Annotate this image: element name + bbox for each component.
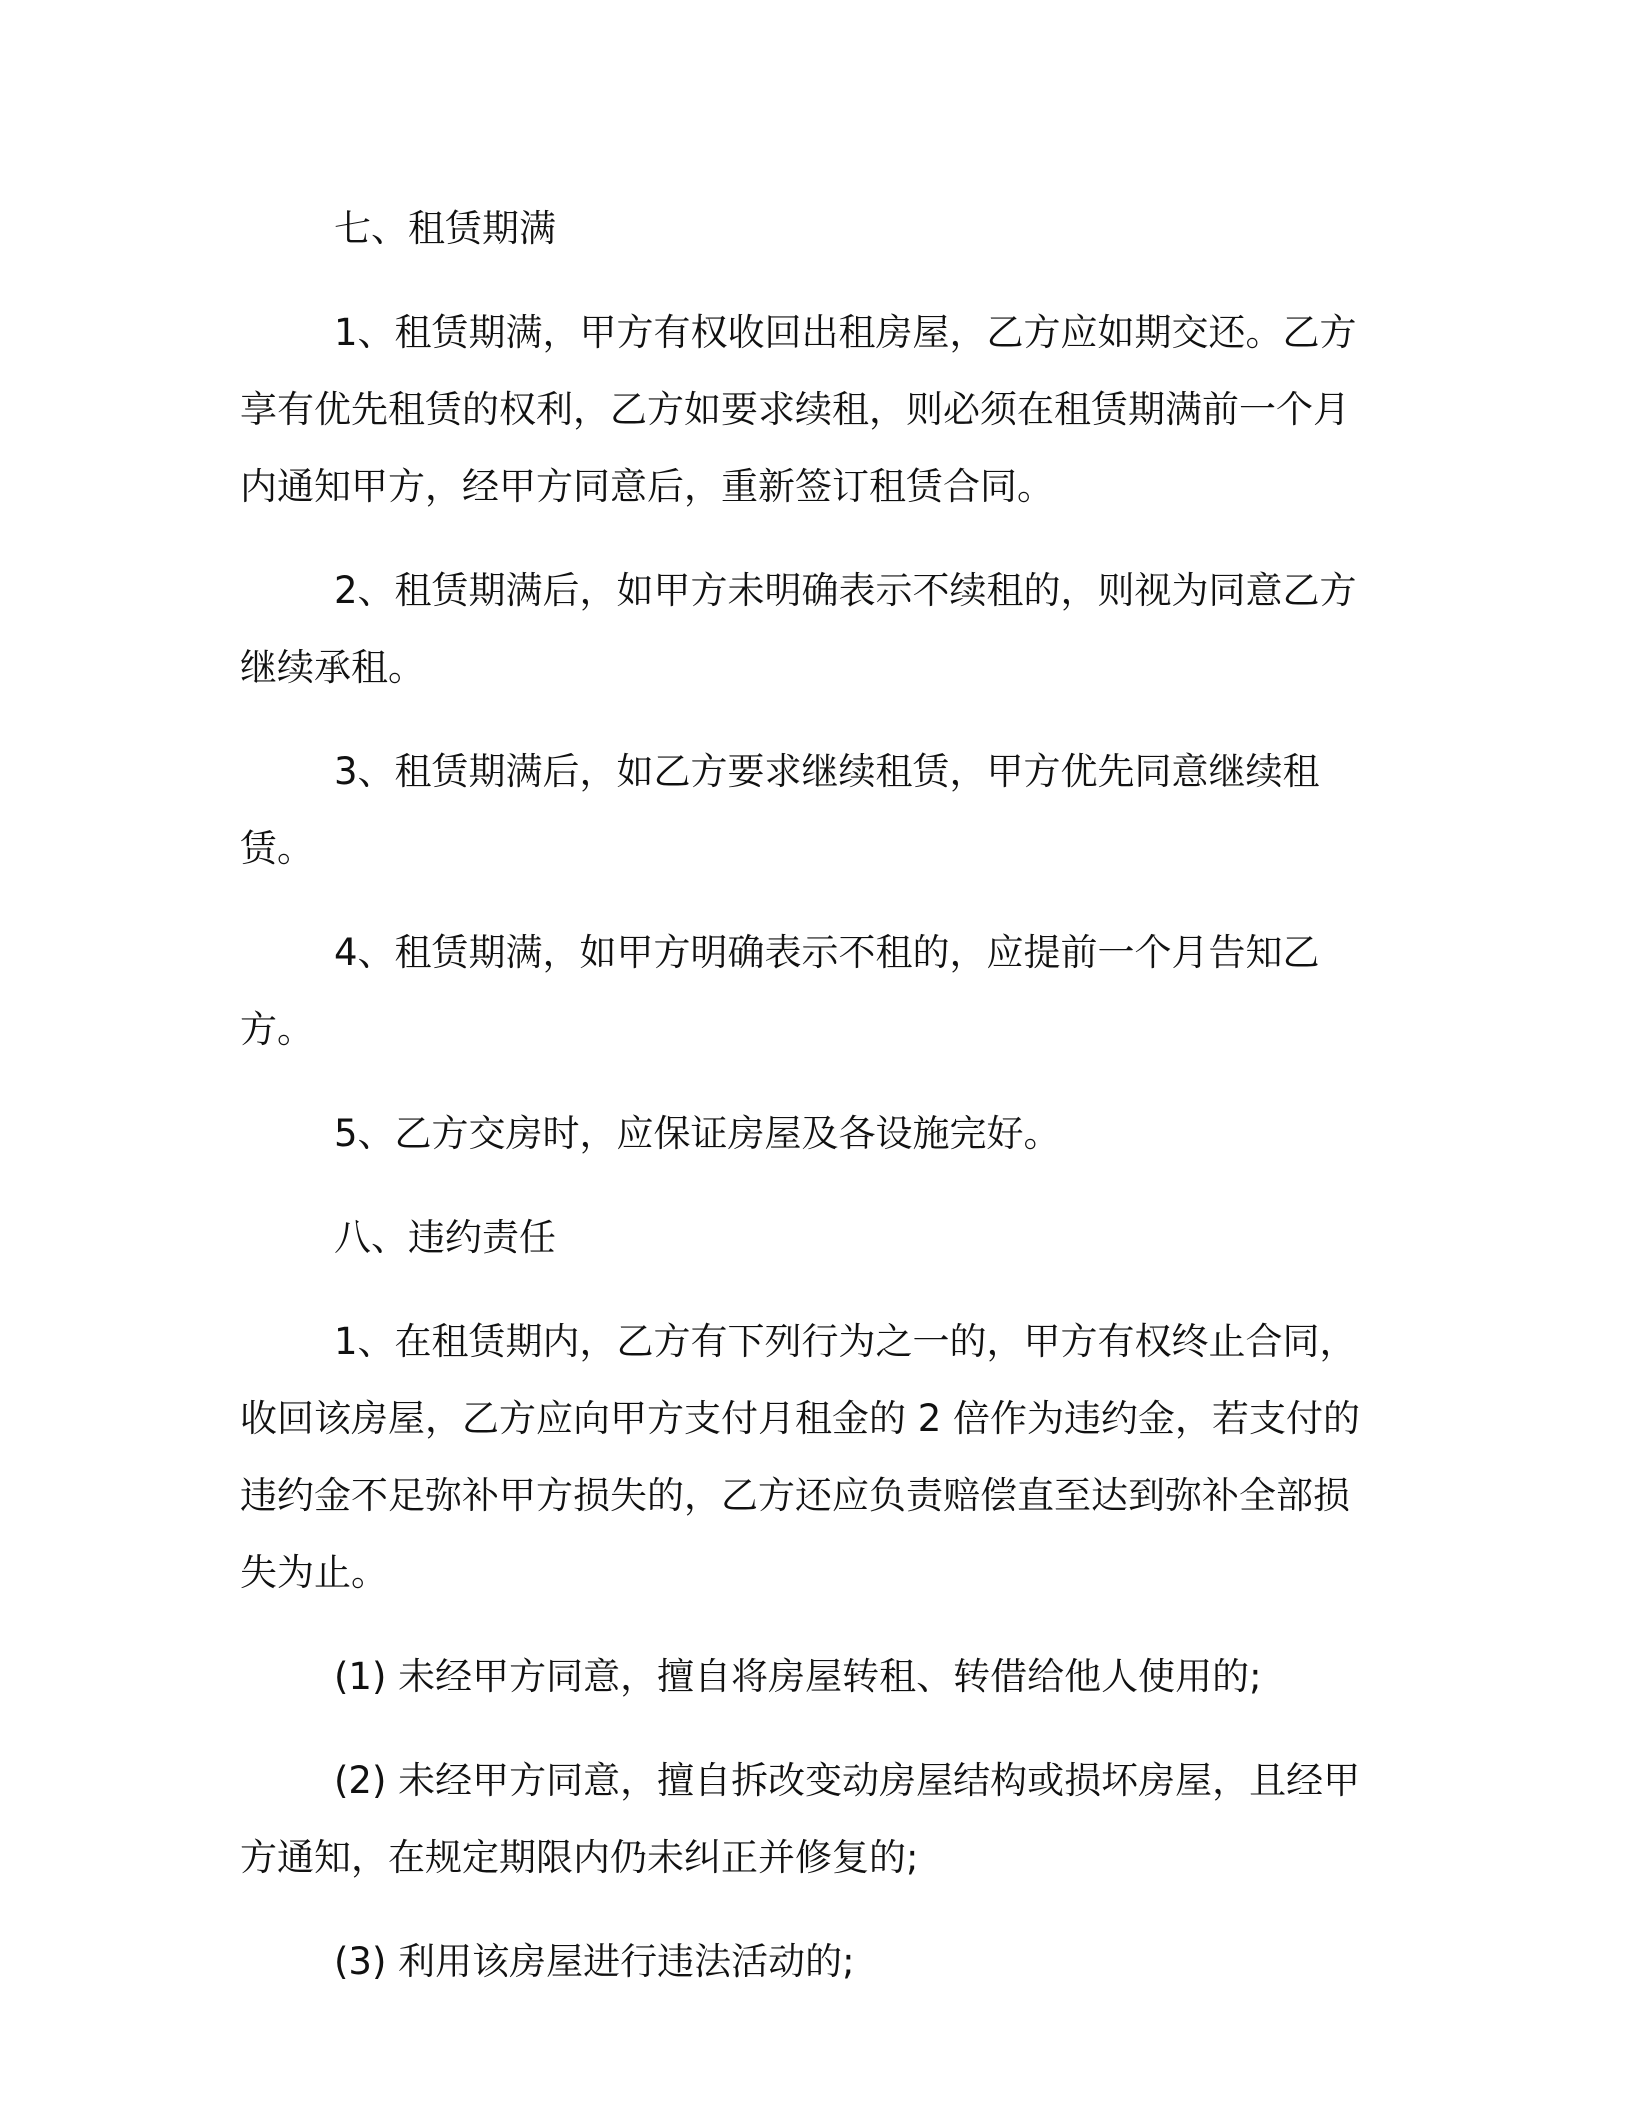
- clause-7-4: 4、租赁期满，如甲方明确表示不租的，应提前一个月告知乙方。: [240, 931, 1320, 1051]
- clause-7-1: 1、租赁期满，甲方有权收回出租房屋，乙方应如期交还。乙方享有优先租赁的权利，乙方如要求续租，则必须在租赁期满前一个月内通知甲方，经甲方同意后，重新签订租赁合同。: [240, 311, 1357, 508]
- clause-7-5: 5、乙方交房时，应保证房屋及各设施完好。: [334, 1112, 1061, 1155]
- clause-8-1: 1、在租赁期内，乙方有下列行为之一的，甲方有权终止合同，收回该房屋，乙方应向甲方支付月租金的 2 倍作为违约金，若支付的违约金不足弥补甲方损失的，乙方还应负责赔偿直至达到弥补全部损失为止。: [240, 1320, 1361, 1594]
- clause-7-2: 2、租赁期满后，如甲方未明确表示不续租的，则视为同意乙方继续承租。: [240, 569, 1357, 689]
- document-body: [240, 190, 1385, 2027]
- clause-8-1-item-1: (1) 未经甲方同意，擅自将房屋转租、转借给他人使用的;: [334, 1655, 1262, 1698]
- section-heading-breach: 八、违约责任: [334, 1216, 556, 1259]
- section-heading-lease-expiry: 七、租赁期满: [334, 207, 556, 250]
- clause-7-3: 3、租赁期满后，如乙方要求继续租赁，甲方优先同意继续租赁。: [240, 750, 1320, 870]
- clause-8-1-item-2: (2) 未经甲方同意，擅自拆改变动房屋结构或损坏房屋，且经甲方通知，在规定期限内仍未纠正并修复的;: [240, 1759, 1361, 1879]
- clause-8-1-item-3: (3) 利用该房屋进行违法活动的;: [334, 1940, 855, 1983]
